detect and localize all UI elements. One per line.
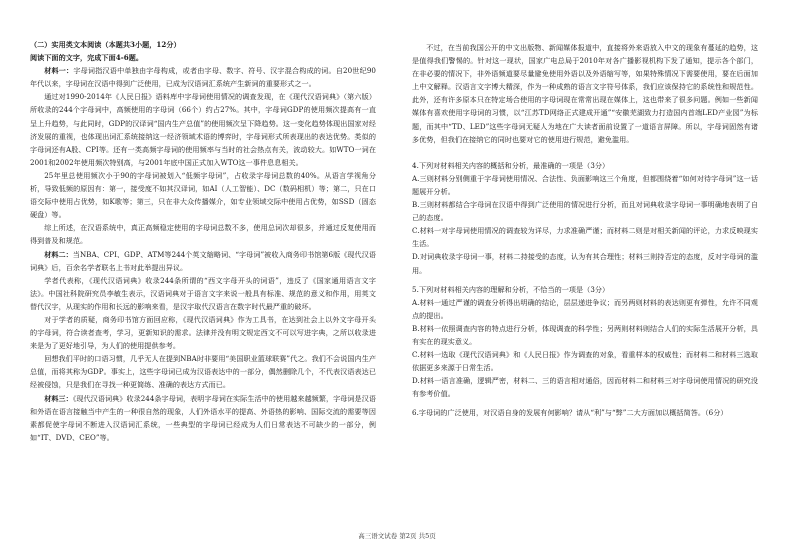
material1-label: 材料一： — [44, 66, 74, 76]
material2-paragraph-3: 对于学者的质疑，商务印书馆方面回应称，《现代汉语词典》作为工具书，在达到社会上以外文字母开头的字母词，符合读者查考，学习，更新知识的需求。法律并没有明文规定西文不可以写进字典，之所以收录进来是为了更好地引导，为人们的使用提供参考。 — [30, 314, 376, 351]
question-5-stem: 5.下列对材料相关内容的理解和分析，不恰当的一项是（3分） — [412, 284, 610, 294]
right-column — [412, 41, 758, 420]
question-5-option-b[interactable]: B.材料一依照调查内容的特点进行分析，体现调查的科学性；另两则材料则结合人们的实际生活展开分析，具有实在的现实意义。 — [412, 323, 758, 346]
material3-p1-text: 《现代汉语词典》收录244条字母词，表明字母词在实际生活中的使用越来越频繁，字母词是汉语和外语在语言接触当中产生的一种很自然的现象，人们外语水平的提高、外语热的影响、国际交流的需要等因素都促使字母词不断进入汉语词汇系统，一些典型的字母词已经成为人们日常表达不可缺少的一部分，例如“IT、DVD、CEO”等。 — [30, 393, 376, 442]
material2-paragraph-4: 回想我们平时的口语习惯，几乎无人在提到NBA时非要用“美国职业篮球联赛”代之。我们不会说国内生产总值，而将其称为GDP。事实上，这些字母词已成为汉语表达中的一部分，偶然删除几个，不代表汉语表达已经被侵蚀，只是我们在寻找一种更简练、准确的表达方式而已。 — [30, 354, 376, 390]
material2-label: 材料二： — [44, 249, 73, 259]
spacer — [412, 146, 758, 159]
question-5-option-d[interactable]: D.材料一语言准确，逻辑严密，材料二、三的语言相对通俗，因而材料二和材料三对字母词使用情况的研究没有参考价值。 — [412, 376, 758, 399]
material1-paragraph-3: 25年里总使用频次小于90的字母词被划入“低频字母词”，占收录字母词总数的40%。从语言学视角分析，导致低频的原因有：第一，接受度不如其汉译词，如AI（人工智能）、DC（数码相机）等；第二，只在口语交际中使用占优势，如K歌等；第三，只在非大众传播媒介，如专业领域交际中使用占优势，如SSD（固态硬盘）等。 — [30, 170, 376, 220]
material3-paragraph-2: 不过，在当前我国公开的中文出版物、新闻媒体报道中，直接将外来语放入中文的现象有蔓延的趋势，这是值得我们警惕的。针对这一现状，国家广电总局于2010年对各广播影视机构下发了通知，提示各个部门，在非必要的情况下，非外语频道要尽量避免使用外语以及外语缩写等，如果特殊情况下需要使用，要在后面加上中文解释。汉语言文字博大精深，作为一种成熟的语言文字符号体系，我们应该保持它的系统性和规范性。此外，还有许多原本只在特定场合使用的字母词现在常常出现在媒体上，这也带来了很多问题。例如一些新闻媒体有喜欢使用字母词的习惯，以“江苏TD网络正式建成开通”“安徽芜湖致力打造国内首端LED产业园”为标题，而其中“TD、LED”这些字母词无疑人为地在广大读者面前设置了一道语言屏障。所以，字母词固然有诸多优势，但我们在接纳它的同时也要对它的使用进行规范，避免滥用。 — [412, 43, 758, 144]
material2-paragraph-2: 学者代表称，《现代汉语词典》收录244条所谓的“西文字母开头的词语”，违反了《国家通用语言文字法》。中国社科院研究员李敏生表示，汉语词典对于语言文字来说一般具有标准、规范的意义和作用，用英文替代汉字，从现实的作用和长远的影响来看，是汉字取代汉语言在数字时代最严重的破坏。 — [30, 275, 376, 311]
page-footer: 高三语文试卷 第2页 共5页 — [358, 532, 436, 540]
question-5-option-a[interactable]: A.材料一通过严谨的调查分析得出明确的结论，层层递进争议；而另两则材料的表达则更有弹性，允许不同观点的提出。 — [412, 297, 758, 320]
question-4-stem: 4.下列对材料相关内容的概括和分析，最准确的一项是（3分） — [412, 160, 610, 170]
question-4-option-d[interactable]: D.对词典收录字母词一事，材料二持接受的态度，认为有其合理性；材料三则持否定的态度，反对字母词的滥用。 — [412, 252, 758, 275]
material1-paragraph-1 — [30, 64, 376, 90]
left-column — [30, 38, 376, 444]
question-4-option-b[interactable]: B.三则材料都结合字母词在汉语中得到广泛使用的情况进行分析，而且对词典收录字母词一事明确地表明了自己的态度。 — [412, 200, 758, 223]
question-4-option-c[interactable]: C.材料一对字母词使用情况的调查较为详尽，力求准确严谨；而材料二则是对相关新闻的评论，力求反映现实生活。 — [412, 226, 758, 249]
material2-p1-text: 当NBA、CPI、GDP、ATM等244个英文缩略词、“字母词”被收入商务印书馆第6版《现代汉语词典》后，百余名学者联名上书对此举提出异议。 — [30, 249, 376, 272]
question-5-option-c[interactable]: C.材料一选取《现代汉语词典》和《人民日报》作为调查的对象，看重样本的权威性；而材料二和材料三选取依据更多来源于日常生活。 — [412, 350, 758, 373]
material1-paragraph-2: 通过对1990-2014年《人民日报》语料库中字母词使用情况的调查发现，在《现代汉语词典》（第六版）所收录的244个字母词中，高频使用的字母词（66个）约占27%。其中，字母词GDP的使用频次提高有一直呈上升趋势，与此同时，GDP的汉译词“国内生产总值”的使用频次呈下降趋势。这一变化趋势体现出国家对经济发展的重视，也体现出词汇系统接纳这一经济领域术语的博弈时，字母词形式所表现出的表达优势。类似的字母词还有A股、CPI等。还有一类高频字母词的使用频率与当时的社会热点有关，波动较大。如WTO一词在2001和2002年使用频次特别高，与2001年底中国正式加入WTO这一事件息息相关。 — [30, 92, 376, 167]
material2-paragraph-1 — [30, 248, 376, 274]
material1-paragraph-4: 综上所述，在汉语系统中，真正高频稳定使用的字母词总数不多，使用总词次却很多，并通过反复使用而得到普及和规范。 — [30, 223, 376, 246]
material3-label: 材料三： — [44, 393, 73, 403]
question-4-option-a[interactable]: A.三则材料分别侧重于字母词使用情况、合法性、负面影响这三个角度，但都围绕着“如何对待字母词”这一话题展开分析。 — [412, 173, 758, 196]
question-6-stem: 6.字母词的广泛使用，对汉语自身的发展有何影响？请从“利”与“弊”二大方面加以概括简答。（6分） — [412, 408, 728, 418]
material3-paragraph-1 — [30, 392, 376, 444]
instruction: 阅读下面的文字，完成下面4-6题。 — [30, 53, 143, 63]
section-title: （二）实用类文本阅读（本题共3小题，12分） — [30, 40, 181, 49]
material1-p1-text: 字母词指汉语中单独由字母构成，或者由字母、数字、符号、汉字混合构成的词。自20世纪90年代以来，字母词在汉语中得到广泛使用，已成为汉语词汇系统产生新词的重要形式之一。 — [30, 66, 376, 89]
